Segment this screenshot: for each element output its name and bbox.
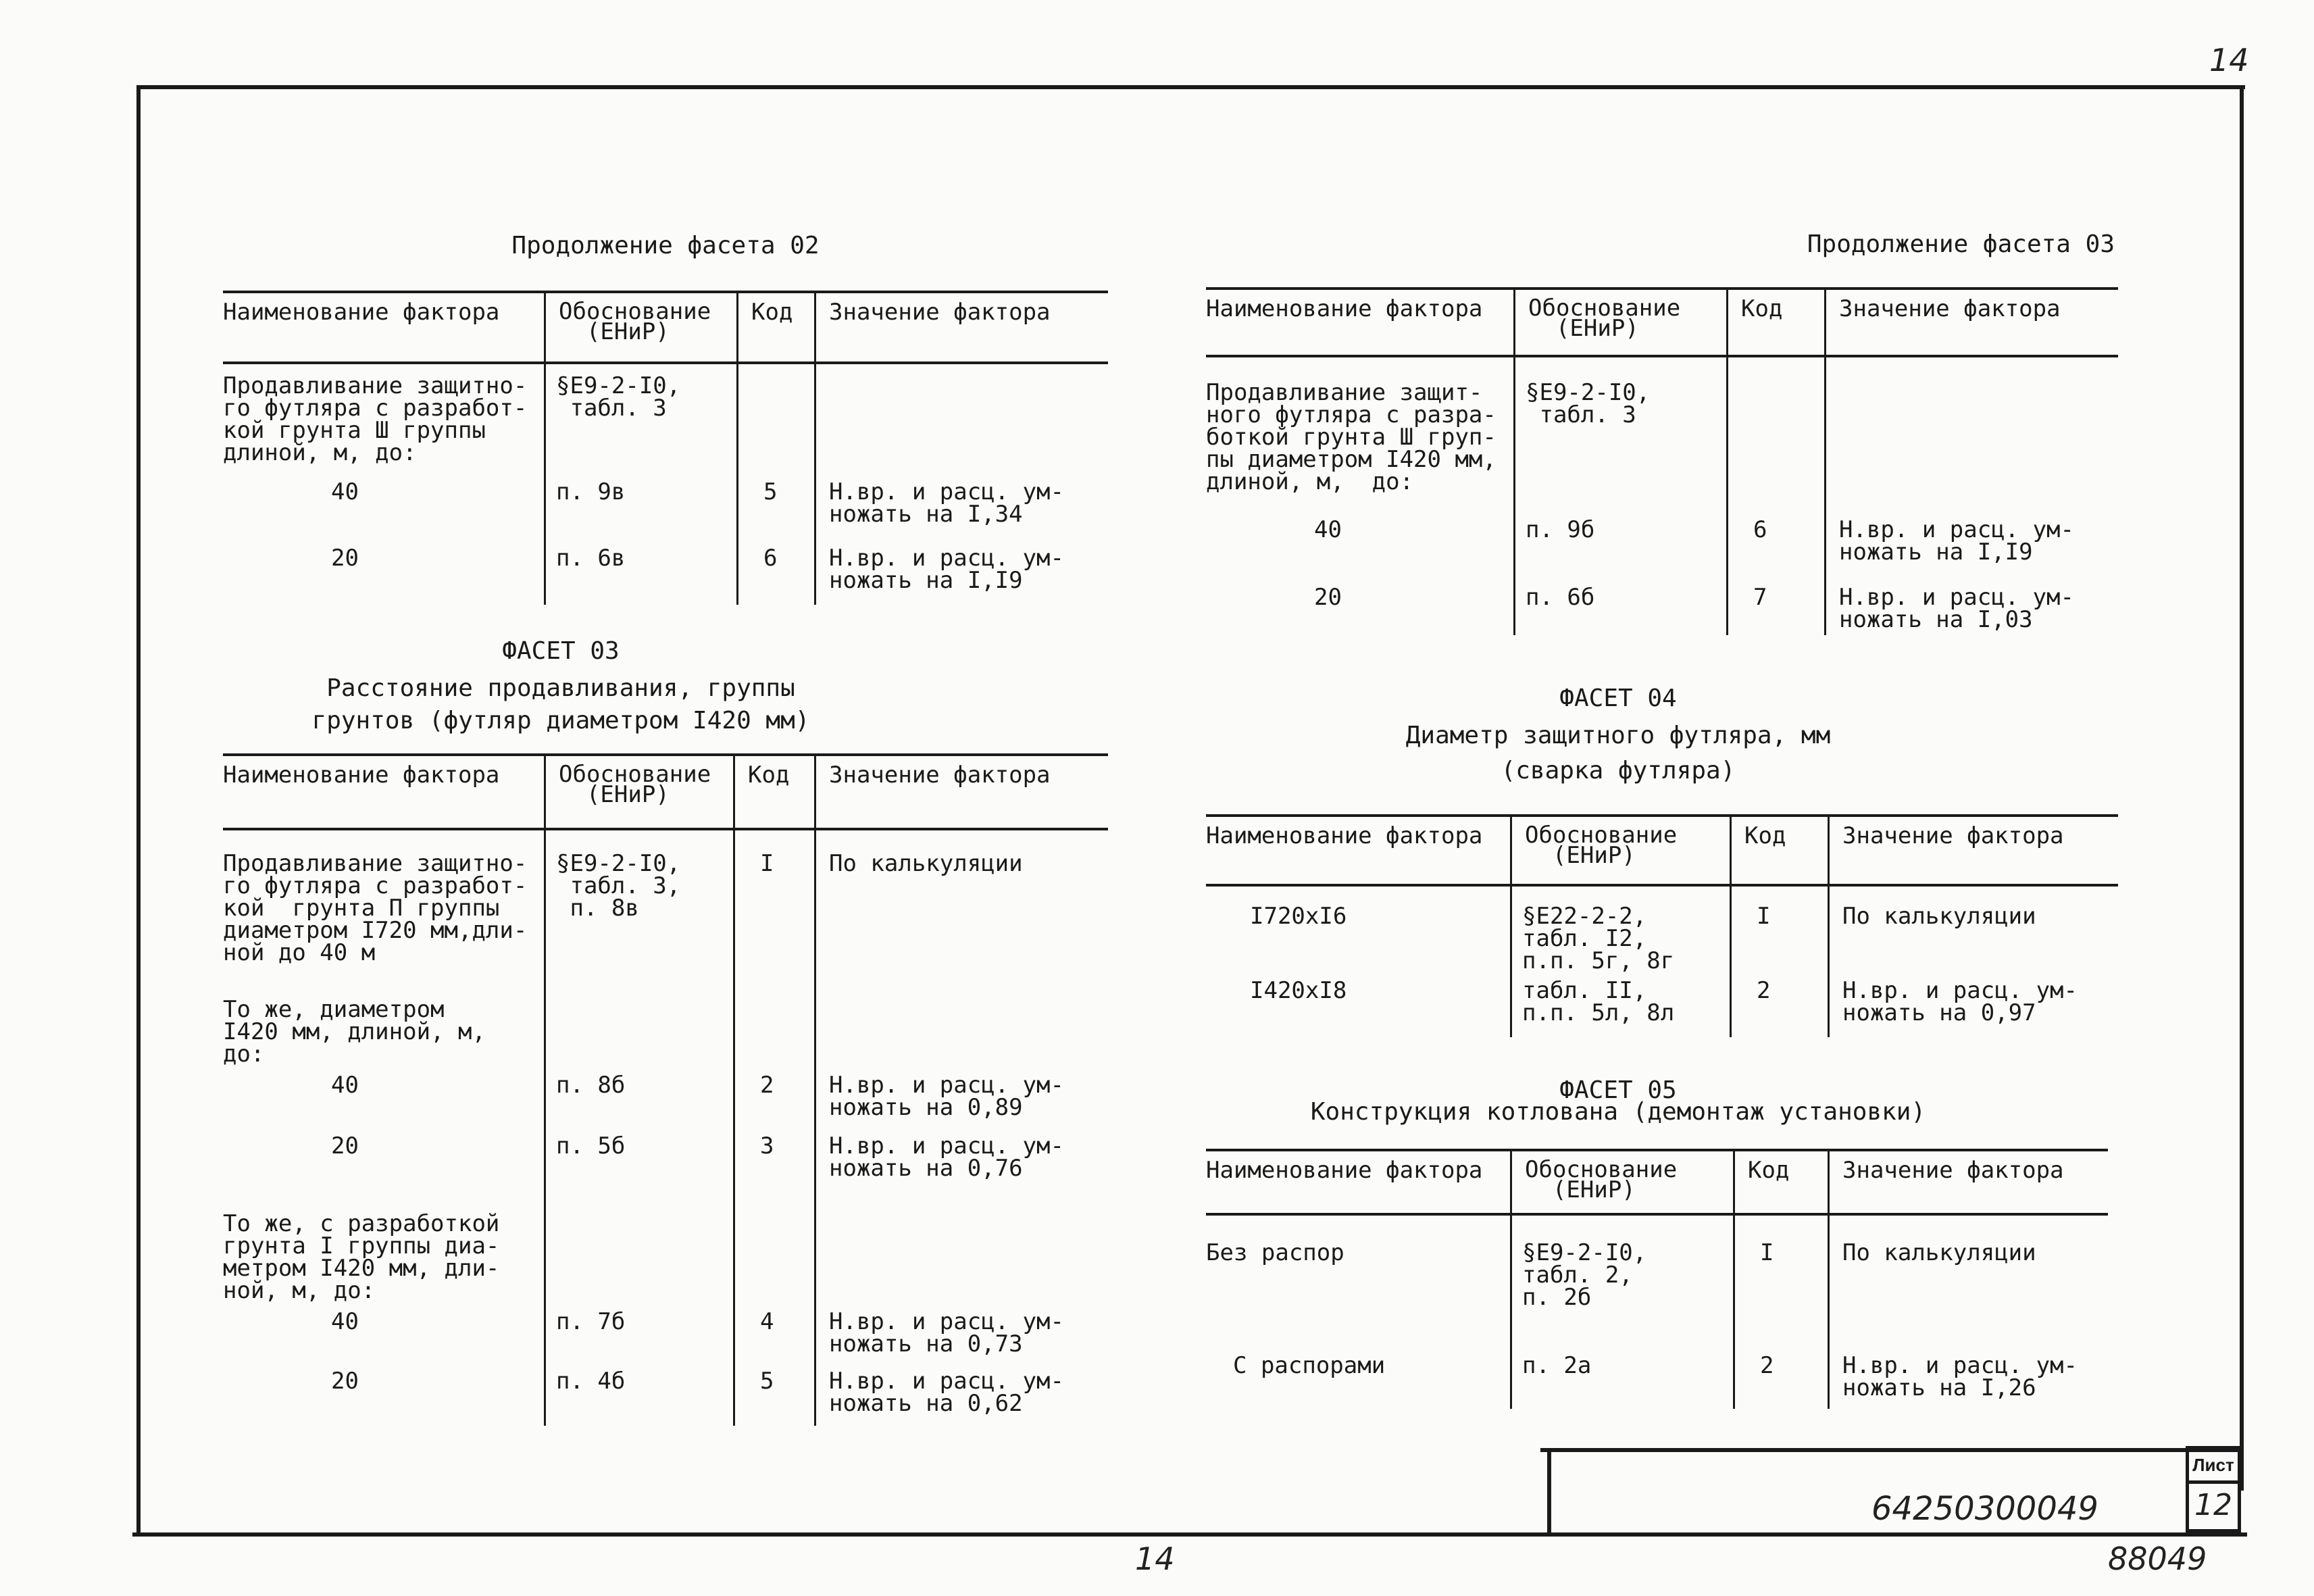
row-code: I: [760, 850, 774, 877]
row-value: Н.вр. и расц. ум- ножать на 0,97: [1842, 977, 2078, 1026]
header-basis: Обоснование (ЕНиР): [559, 298, 711, 345]
header-value: Значение фактора: [829, 299, 1051, 326]
row-code: 5: [763, 478, 778, 505]
row-name: 20: [331, 545, 359, 572]
frame-bottom-border: [132, 1532, 2247, 1537]
header-name: Наименование фактора: [1206, 295, 1483, 322]
row-basis: п. 6б: [1526, 584, 1595, 611]
header-code: Код: [748, 762, 790, 789]
row-value: Н.вр. и расц. ум- ножать на 0,89: [829, 1072, 1064, 1121]
row-name: 20: [331, 1132, 359, 1159]
row-basis: §Е9-2-I0, табл. 3: [1526, 379, 1651, 428]
row-name: I420xI8: [1250, 977, 1347, 1004]
right-table2-col-divider: [1510, 814, 1512, 1037]
row-code: 6: [763, 545, 778, 572]
left-table2-col-divider: [544, 753, 546, 1426]
row-code: 7: [1753, 584, 1767, 611]
header-basis: Обоснование (ЕНиР): [1525, 822, 1678, 869]
row-basis: п. 9б: [1526, 516, 1595, 543]
row-name: Продавливание защитно- го футляра с разработ- кой грунта П группы диаметром I720 мм,дли- ной до 40 м: [223, 850, 528, 966]
header-name: Наименование фактора: [1206, 1157, 1483, 1184]
header-basis: Обоснование (ЕНиР): [559, 761, 711, 808]
row-basis: п. 7б: [556, 1308, 626, 1335]
header-name: Наименование фактора: [1206, 822, 1483, 849]
header-code: Код: [1748, 1157, 1790, 1184]
row-name: 20: [1314, 584, 1342, 611]
header-basis: Обоснование (ЕНиР): [1528, 295, 1681, 342]
sheet-box: [2186, 1446, 2241, 1532]
row-basis: п. 5б: [556, 1132, 626, 1159]
row-name: 40: [331, 1308, 359, 1335]
right-facet05-subtitle: Конструкция котлована (демонтаж установки): [1310, 1098, 1926, 1126]
right-table3-col-divider: [1510, 1149, 1512, 1409]
right-table2-col-divider: [1828, 814, 1830, 1037]
row-name: 40: [331, 1072, 359, 1099]
left-table1-col-divider: [736, 291, 738, 605]
row-name: Без распор: [1206, 1239, 1344, 1266]
page-number-corner: 14: [2209, 42, 2249, 78]
archive-number: 88049: [2108, 1541, 2207, 1577]
page-number-bottom: 14: [1135, 1541, 1175, 1577]
header-value: Значение фактора: [1842, 1157, 2064, 1184]
right-table1-caption: Продолжение фасета 03: [1807, 230, 2115, 258]
row-value: Н.вр. и расц. ум- ножать на I,I9: [1839, 516, 2074, 566]
left-table1-col-divider: [814, 291, 816, 605]
row-value: Н.вр. и расц. ум- ножать на I,I9: [829, 545, 1064, 594]
row-basis: §Е22-2-2, табл. I2, п.п. 5г, 8г: [1522, 903, 1675, 974]
row-name: 20: [331, 1368, 359, 1395]
right-table3-col-divider: [1733, 1149, 1735, 1409]
frame-right-border: [2240, 85, 2244, 1491]
sheet-number: 12: [2194, 1488, 2232, 1522]
row-basis: п. 4б: [556, 1368, 626, 1395]
row-basis: §Е9-2-I0, табл. 3: [556, 372, 681, 422]
header-name: Наименование фактора: [223, 299, 500, 326]
row-code: 5: [760, 1368, 774, 1395]
right-table1-header-rule: [1206, 355, 2118, 357]
row-value: По калькуляции: [1842, 903, 2036, 930]
left-facet03-title: ФАСЕТ 03: [502, 637, 620, 665]
right-table2-header-rule: [1206, 884, 2118, 887]
left-table1-header-rule: [223, 361, 1108, 364]
frame-top-border: [139, 85, 2245, 89]
stamp-doc-code: 64250300049: [1871, 1490, 2098, 1528]
row-name: Продавливание защитно- го футляра с разработ- кой грунта Ш группы длиной, м, до:: [223, 372, 528, 466]
right-table1-col-divider: [1726, 287, 1728, 635]
right-table1-col-divider: [1513, 287, 1515, 635]
row-name: То же, диаметром I420 мм, длиной, м, до:: [223, 996, 486, 1068]
right-facet04-subtitle: Диаметр защитного футляра, мм (сварка футляра): [1405, 722, 1831, 784]
header-code: Код: [1741, 295, 1783, 322]
right-facet04-title: ФАСЕТ 04: [1559, 684, 1677, 712]
row-value: Н.вр. и расц. ум- ножать на I,03: [1839, 584, 2074, 633]
left-table1-col-divider: [544, 291, 546, 605]
row-value: По калькуляции: [829, 850, 1023, 877]
right-facet05-title: ФАСЕТ 05: [1559, 1076, 1677, 1104]
left-table2-header-rule: [223, 828, 1108, 830]
row-value: Н.вр. и расц. ум- ножать на 0,76: [829, 1132, 1064, 1182]
row-value: Н.вр. и расц. ум- ножать на 0,62: [829, 1368, 1064, 1417]
row-code: I: [1760, 1239, 1774, 1266]
left-table1-top-rule: [223, 291, 1108, 293]
row-value: Н.вр. и расц. ум- ножать на 0,73: [829, 1308, 1064, 1357]
row-name: То же, с разработкой грунта I группы диа- метром I420 мм, дли- ной, м, до:: [223, 1210, 500, 1304]
header-basis: Обоснование (ЕНиР): [1525, 1156, 1678, 1203]
sheet-label: Лист: [2189, 1449, 2238, 1484]
row-basis: табл. II, п.п. 5л, 8л: [1522, 977, 1675, 1026]
right-table1-top-rule: [1206, 287, 2118, 290]
row-name: I720xI6: [1250, 903, 1347, 930]
row-code: 3: [760, 1132, 774, 1159]
left-table1-caption: Продолжение фасета 02: [511, 232, 820, 259]
stamp-left-rule: [1547, 1448, 1551, 1535]
right-table1-col-divider: [1824, 287, 1826, 635]
right-table2-col-divider: [1730, 814, 1732, 1037]
row-value: Н.вр. и расц. ум- ножать на I,26: [1842, 1352, 2078, 1401]
row-basis: п. 6в: [556, 545, 626, 572]
row-basis: §Е9-2-I0, табл. 3, п. 8в: [556, 850, 681, 922]
row-code: 2: [1760, 1352, 1774, 1379]
header-name: Наименование фактора: [223, 762, 500, 789]
row-basis: §Е9-2-I0, табл. 2, п. 2б: [1522, 1239, 1647, 1311]
row-name: 40: [331, 478, 359, 505]
left-table2-col-divider: [814, 753, 816, 1426]
row-basis: п. 2а: [1522, 1352, 1592, 1379]
row-name: С распорами: [1233, 1352, 1386, 1379]
right-table2-top-rule: [1206, 814, 2118, 817]
left-table2-top-rule: [223, 753, 1108, 756]
header-value: Значение фактора: [829, 762, 1051, 789]
left-facet03-subtitle: Расстояние продавливания, группы грунтов (футляр диаметром I420 мм): [311, 674, 810, 734]
row-code: 4: [760, 1308, 774, 1335]
row-value: По калькуляции: [1842, 1239, 2036, 1266]
left-table2-col-divider: [733, 753, 735, 1426]
header-value: Значение фактора: [1839, 295, 2061, 322]
row-code: I: [1757, 903, 1771, 930]
row-code: 2: [1757, 977, 1771, 1004]
right-table3-top-rule: [1206, 1149, 2108, 1151]
frame-left-border: [136, 85, 141, 1537]
header-value: Значение фактора: [1842, 822, 2064, 849]
stamp-top-rule: [1540, 1448, 2243, 1452]
row-code: 6: [1753, 516, 1767, 543]
row-code: 2: [760, 1072, 774, 1099]
right-table3-col-divider: [1828, 1149, 1830, 1409]
right-table3-header-rule: [1206, 1213, 2108, 1216]
row-name: 40: [1314, 516, 1342, 543]
row-basis: п. 8б: [556, 1072, 626, 1099]
header-code: Код: [751, 299, 793, 326]
header-code: Код: [1744, 822, 1786, 849]
row-basis: п. 9в: [556, 478, 626, 505]
row-name: Продавливание защит- ного футляра с разра- боткой грунта Ш груп- пы диаметром I420 мм, длиной, м, до:: [1206, 379, 1496, 495]
row-value: Н.вр. и расц. ум- ножать на I,34: [829, 478, 1064, 528]
